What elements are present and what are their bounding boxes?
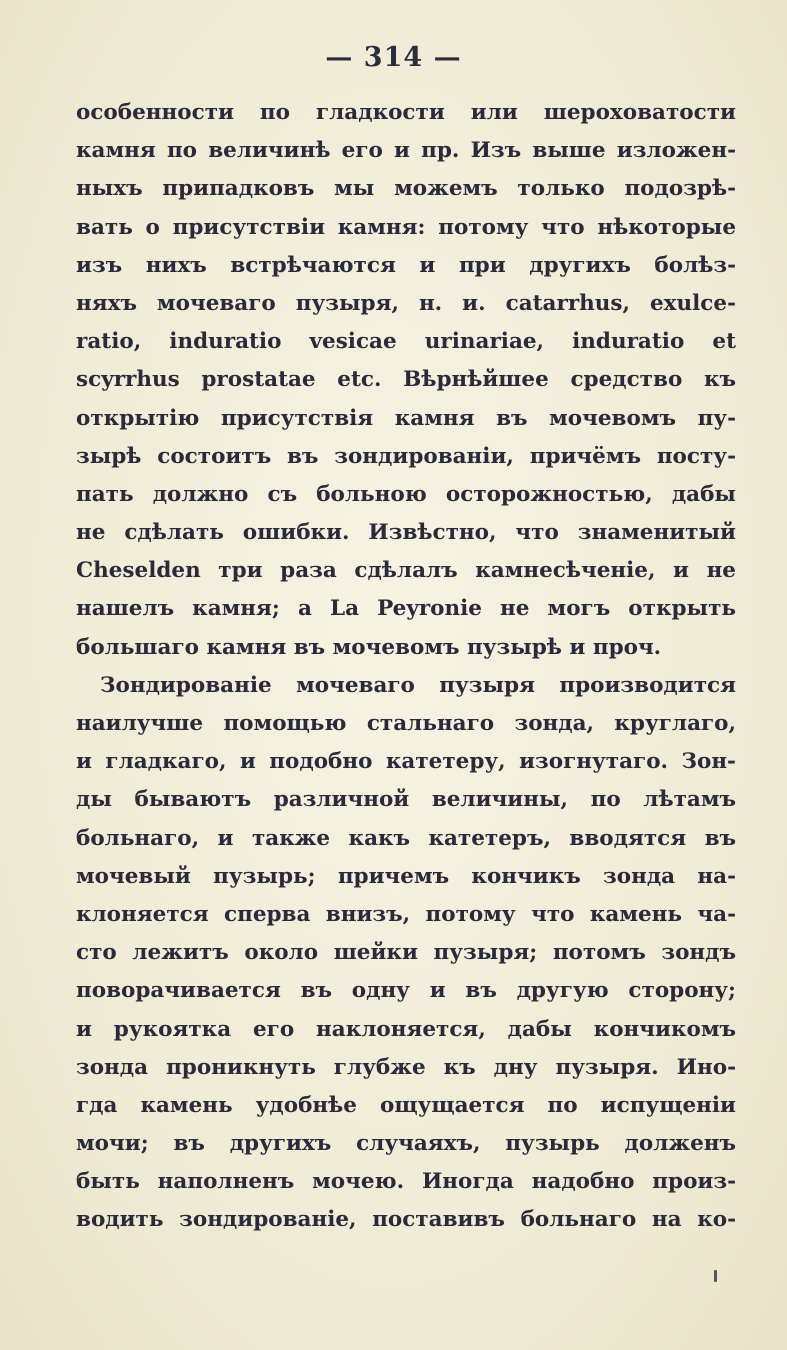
- text-line: няхъ мочеваго пузыря, н. и. catarrhus, exulce-: [76, 290, 736, 316]
- text-line: мочи; въ другихъ случаяхъ, пузырь долженъ: [76, 1131, 736, 1157]
- text-line: ныхъ припадковъ мы можемъ только подозрѣ-: [76, 176, 736, 202]
- text-line: поворачивается въ одну и въ другую сторону;: [76, 978, 736, 1004]
- text-line: камня по величинѣ его и пр. Изъ выше изложен-: [76, 138, 736, 164]
- text-line: зырѣ состоитъ въ зондированіи, причёмъ посту-: [76, 443, 736, 469]
- text-line: большаго камня въ мочевомъ пузырѣ и проч.: [76, 634, 662, 660]
- text-line: не сдѣлать ошибки. Извѣстно, что знаменитый: [76, 520, 736, 546]
- text-line: и рукоятка его наклоняется, дабы кончикомъ: [76, 1016, 736, 1042]
- text-line: гда камень удобнѣе ощущается по испущеніи: [76, 1092, 736, 1118]
- text-line: scyrrhus prostatae etc. Вѣрнѣйшее средство къ: [76, 367, 736, 393]
- text-line: особенности по гладкости или шероховатости: [76, 100, 736, 125]
- text-line: и гладкаго, и подобно катетеру, изогнутаго. Зон-: [76, 749, 736, 775]
- text-line: клоняется сперва внизъ, потому что камень ча-: [76, 901, 736, 927]
- text-line: открытію присутствія камня въ мочевомъ пу-: [76, 405, 736, 431]
- text-line: ды бываютъ различной величины, по лѣтамъ: [76, 787, 736, 813]
- text-line: сто лежитъ около шейки пузыря; потомъ зондъ: [76, 940, 736, 966]
- text-line: Зондированіе мочеваго пузыря производится: [100, 672, 736, 698]
- text-line: водить зондированіе, поставивъ больнаго на ко-: [76, 1207, 736, 1233]
- text-line: Cheselden три раза сдѣлалъ камнесѣченіе, и не: [76, 558, 736, 584]
- text-line: наилучше помощью стальнаго зонда, круглаго,: [76, 711, 736, 736]
- text-line: зонда проникнуть глубже къ дну пузыря. Ино-: [76, 1054, 736, 1080]
- text-line: мочевый пузырь; причемъ кончикъ зонда на-: [76, 863, 736, 889]
- text-line: изъ нихъ встрѣчаются и при другихъ болѣз-: [76, 252, 736, 278]
- text-line: ratio, induratio vesicae urinariae, induratio et: [76, 329, 736, 355]
- text-line: пать должно съ больною осторожностью, дабы: [76, 481, 736, 507]
- body-text: [76, 94, 736, 1240]
- text-line: вать о присутствіи камня: потому что нѣкоторые: [76, 214, 736, 240]
- text-line: нашелъ камня; а La Peyronie не могъ открыть: [76, 596, 736, 622]
- page-number: — 314 —: [325, 42, 462, 73]
- ink-mark: [714, 1270, 717, 1282]
- text-line: больнаго, и также какъ катетеръ, вводятся въ: [76, 825, 736, 851]
- text-line: быть наполненъ мочею. Иногда надобно произ-: [76, 1169, 736, 1195]
